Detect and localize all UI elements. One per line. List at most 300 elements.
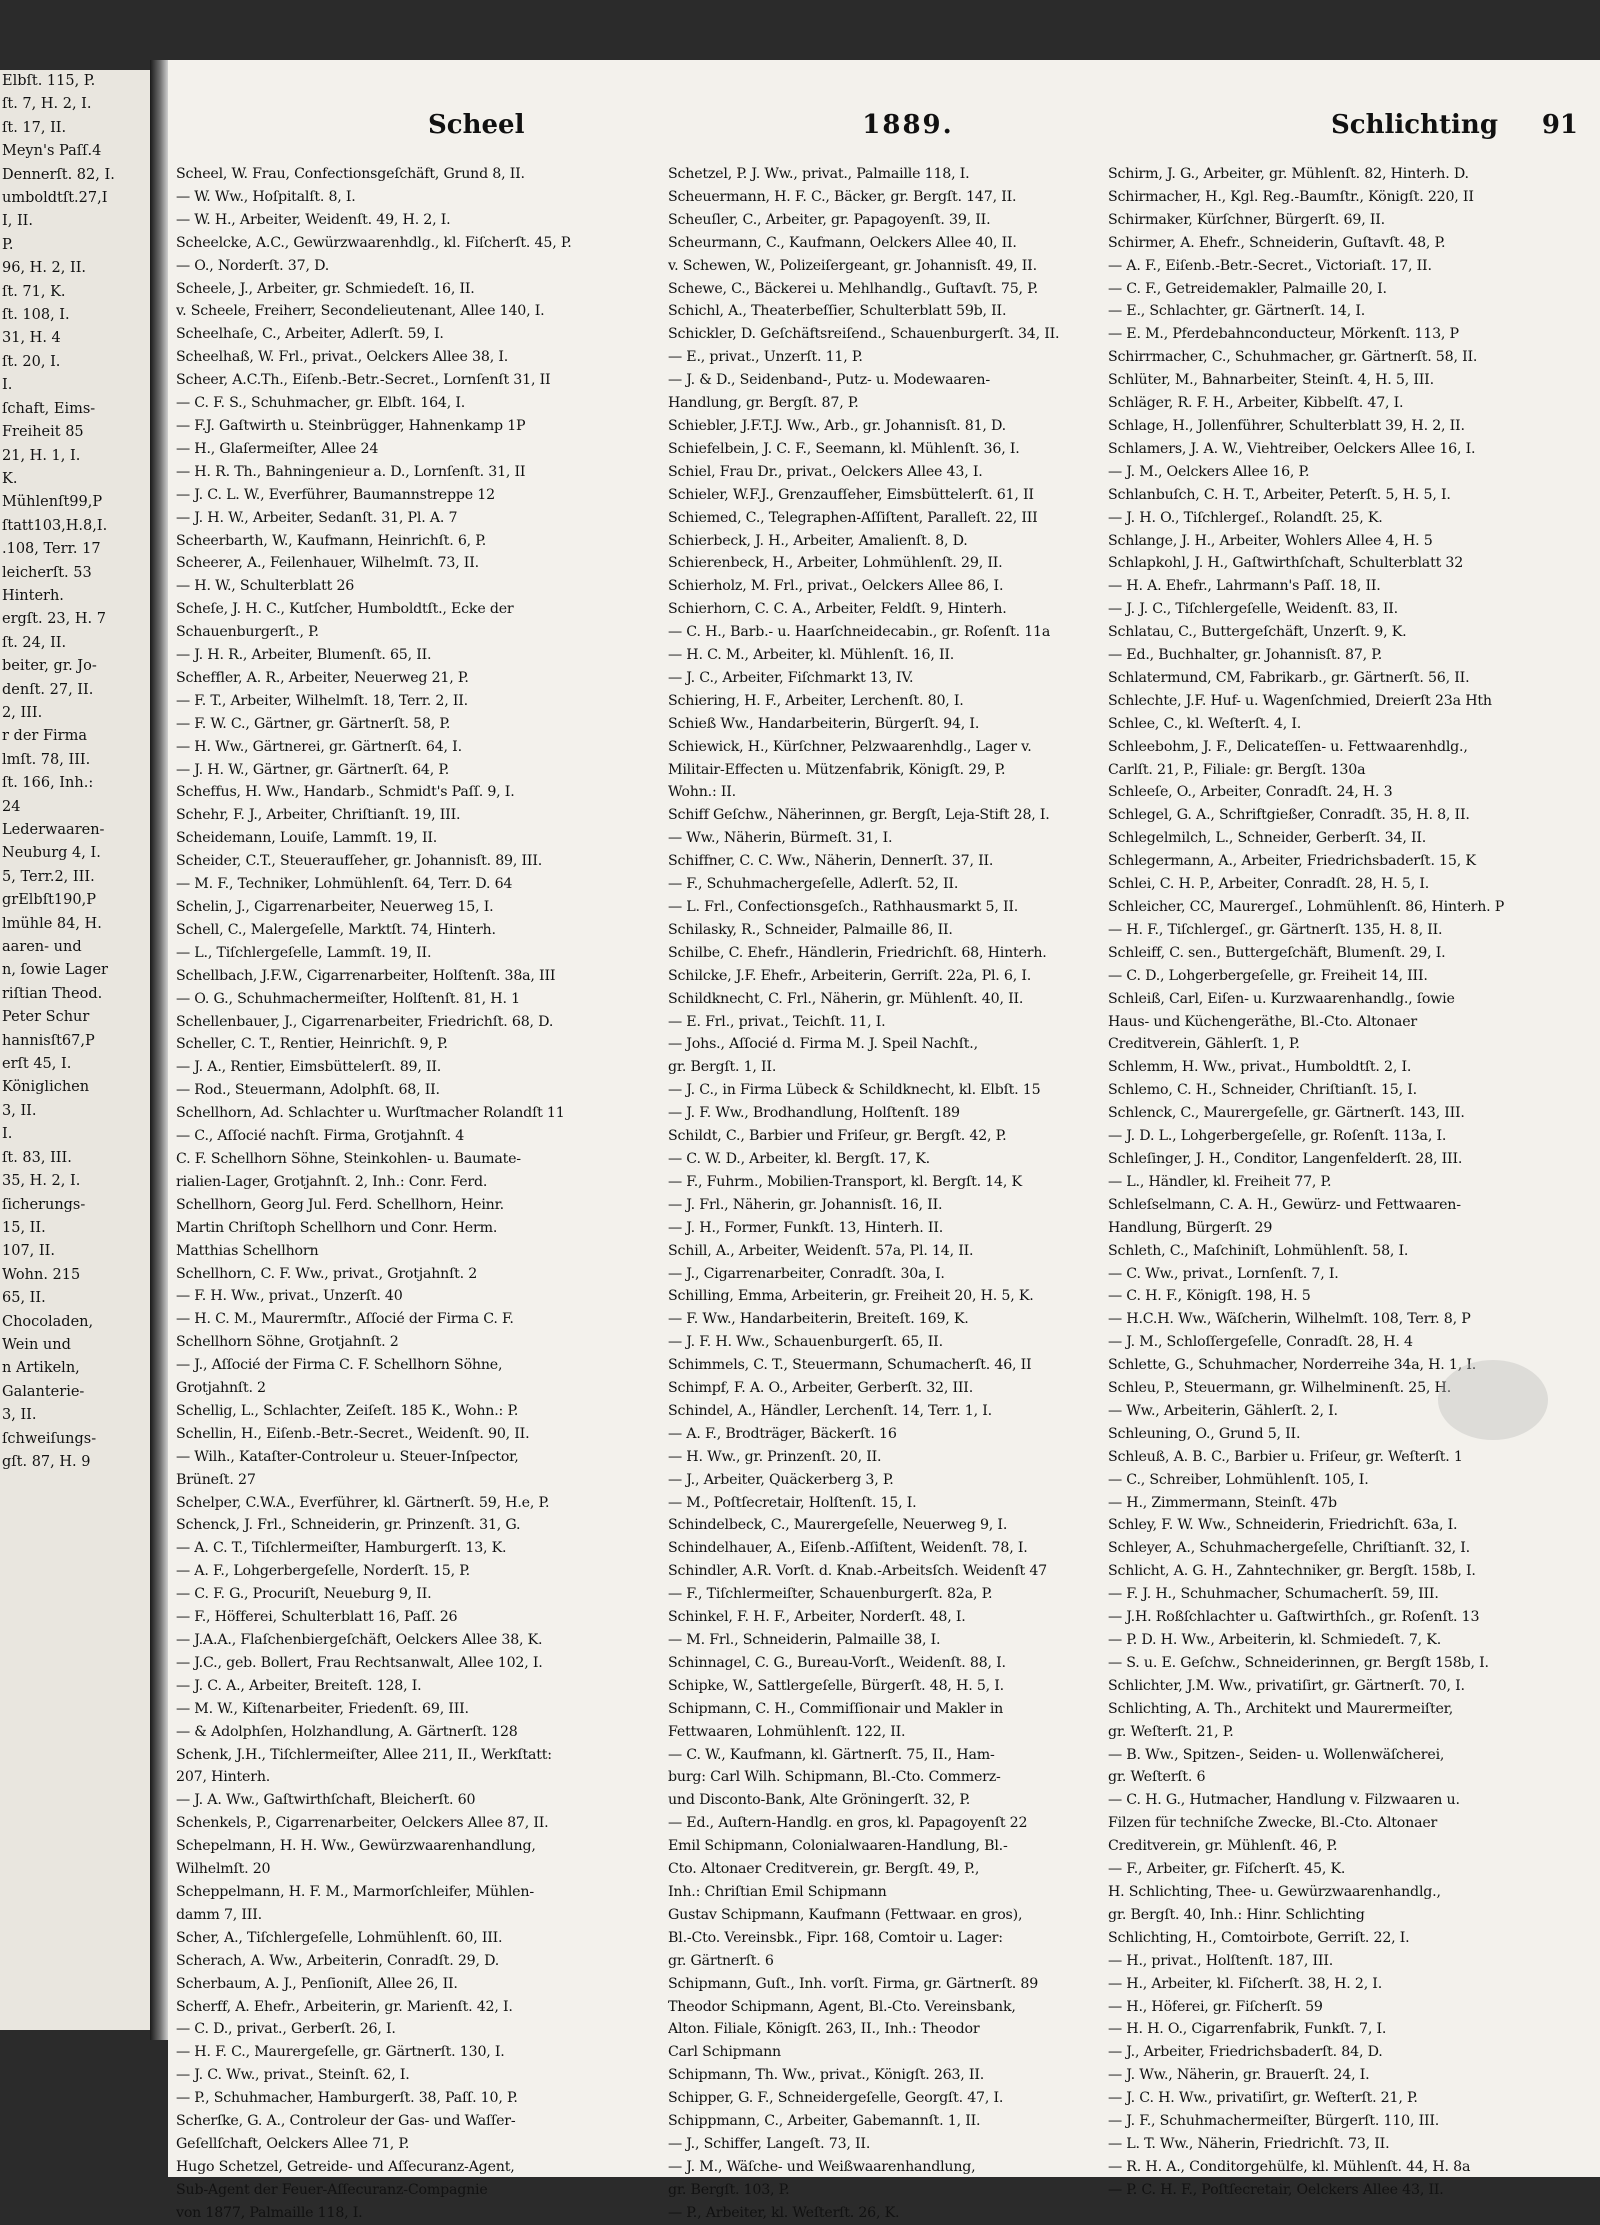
directory-entry-line: Scheer, A.C.Th., Eiſenb.-Betr.-Secret., Lornſenſt 31, II (176, 372, 551, 389)
directory-entry-line: Schleu, P., Steuermann, gr. Wilhelminenſt. 25, H. (1108, 1380, 1452, 1397)
directory-entry-line: Schindelhauer, A., Eiſenb.-Aſſiſtent, Weidenſt. 78, I. (668, 1540, 1028, 1557)
prev-page-line: I. (2, 1126, 13, 1143)
prev-page-line: Galanterie- (2, 1383, 85, 1400)
directory-entry-line: Schleiß, Carl, Eiſen- u. Kurzwaarenhandlg., ſowie (1108, 990, 1455, 1007)
directory-entry-line: Sub-Agent der Feuer-Aſſecuranz-Compagnie (176, 2181, 488, 2198)
directory-entry-line: — J., Aſſocié der Firma C. F. Schellhorn Söhne, (176, 1357, 503, 1374)
prev-page-line: riſtian Theod. (2, 985, 103, 1002)
prev-page-line: I. (2, 377, 13, 394)
column-middle (668, 163, 1078, 2225)
directory-entry-line: Schlenck, C., Maurergeſelle, gr. Gärtnerſt. 143, III. (1108, 1105, 1465, 1122)
directory-entry-line: Schiering, H. F., Arbeiter, Lerchenſt. 80, I. (668, 692, 964, 709)
directory-entry-line: Schlanbuſch, C. H. T., Arbeiter, Peterſt. 5, H. 5, I. (1108, 486, 1451, 503)
directory-entry-line: — H. H. O., Cigarrenfabrik, Funkſt. 7, I. (1108, 2021, 1387, 2038)
prev-page-line: ſicherungs- (2, 1196, 86, 1213)
directory-entry-line: — H., Zimmermann, Steinſt. 47b (1108, 1494, 1337, 1511)
prev-page-line: ſt. 17, II. (2, 119, 67, 136)
directory-entry-line: Cto. Altonaer Creditverein, gr. Bergſt. 49, P., (668, 1861, 980, 1878)
directory-entry-line: — J. C. A., Arbeiter, Breiteſt. 128, I. (176, 1677, 422, 1694)
directory-entry-line: Schimpf, F. A. O., Arbeiter, Gerberſt. 32, III. (668, 1380, 974, 1397)
directory-entry-line: Schill, A., Arbeiter, Weidenſt. 57a, Pl. 14, II. (668, 1242, 974, 1259)
directory-entry-line: — J. H. R., Arbeiter, Blumenſt. 65, II. (176, 647, 432, 664)
directory-entry-line: Schirmaker, Kürſchner, Bürgerſt. 69, II. (1108, 211, 1385, 228)
directory-entry-line: — & Adolphſen, Holzhandlung, A. Gärtnerſt. 128 (176, 1723, 518, 1740)
directory-entry-line: Scheuermann, H. F. C., Bäcker, gr. Bergſt. 147, II. (668, 188, 1017, 205)
directory-entry-line: — M., Poſtſecretair, Holſtenſt. 15, I. (668, 1494, 917, 1511)
column-left (176, 163, 596, 2225)
directory-entry-line: — M. W., Kiſtenarbeiter, Friedenſt. 69, III. (176, 1700, 469, 1717)
directory-entry-line: Schellhorn, Ad. Schlachter u. Wurſtmacher Rolandſt 11 (176, 1105, 565, 1122)
directory-entry-line: Schell, C., Malergeſelle, Marktſt. 74, Hinterh. (176, 921, 496, 938)
directory-entry-line: — F., Höfferei, Schulterblatt 16, Paſſ. 26 (176, 1609, 458, 1626)
directory-entry-line: Schlemo, C. H., Schneider, Chriſtianſt. 15, I. (1108, 1082, 1417, 1099)
prev-page-line: lmühle 84, H. (2, 915, 102, 932)
directory-entry-line: Schlette, G., Schuhmacher, Norderreihe 34a, H. 1, I. (1108, 1357, 1477, 1374)
directory-entry-line: — J. C. L. W., Everführer, Baumannstreppe 12 (176, 486, 495, 503)
prev-page-line: lmſt. 78, III. (2, 751, 91, 768)
directory-entry-line: — C. F. G., Procuriſt, Neueburg 9, II. (176, 1586, 432, 1603)
directory-entry-line: — J., Cigarrenarbeiter, Conradſt. 30a, I. (668, 1265, 945, 1282)
directory-entry-line: Schipper, G. F., Schneidergeſelle, Georgſt. 47, I. (668, 2090, 1004, 2107)
directory-entry-line: — F.J. Gaſtwirth u. Steinbrügger, Hahnenkamp 1P (176, 417, 526, 434)
directory-entry-line: Schenk, J.H., Tiſchlermeiſter, Allee 211, II., Werkſtatt: (176, 1746, 552, 1763)
directory-entry-line: — E., Schlachter, gr. Gärtnerſt. 14, I. (1108, 303, 1366, 320)
directory-entry-line: — P., Arbeiter, kl. Weſterſt. 26, K. (668, 2204, 900, 2221)
directory-entry-line: Schlüter, M., Bahnarbeiter, Steinſt. 4, H. 5, III. (1108, 372, 1434, 389)
page-number: 91 (1541, 110, 1578, 140)
directory-entry-line: — J., Schiffer, Langeſt. 73, II. (668, 2135, 871, 2152)
directory-entry-line: gr. Weſterſt. 6 (1108, 1769, 1206, 1786)
prev-page-line: ſt. 20, I. (2, 353, 61, 370)
directory-entry-line: Schiebler, J.F.T.J. Ww., Arb., gr. Johannisſt. 81, D. (668, 417, 1006, 434)
directory-entry-line: Schellenbauer, J., Cigarrenarbeiter, Friedrichſt. 68, D. (176, 1013, 554, 1030)
directory-entry-line: 207, Hinterh. (176, 1769, 271, 1786)
directory-entry-line: Scheidemann, Louiſe, Lammſt. 19, II. (176, 830, 438, 847)
directory-entry-line: Schlamers, J. A. W., Viehtreiber, Oelckers Allee 16, I. (1108, 440, 1476, 457)
directory-entry-line: Carlſt. 21, P., Filiale: gr. Bergſt. 130a (1108, 761, 1366, 778)
directory-entry-line: Brüneſt. 27 (176, 1471, 256, 1488)
directory-entry-line: Carl Schipmann (668, 2044, 781, 2061)
directory-entry-line: Scher, A., Tiſchlergeſelle, Lohmühlenſt. 60, III. (176, 1929, 503, 1946)
column-right (1108, 163, 1528, 2202)
directory-entry-line: — A. F., Brodträger, Bäckerſt. 16 (668, 1425, 897, 1442)
prev-page-line: ergſt. 23, H. 7 (2, 611, 106, 628)
directory-entry-line: — H. F. C., Maurergeſelle, gr. Gärtnerſt. 130, I. (176, 2044, 505, 2061)
directory-entry-line: Creditverein, Gählerſt. 1, P. (1108, 1036, 1300, 1053)
directory-entry-line: Handlung, gr. Bergſt. 87, P. (668, 395, 859, 412)
directory-entry-line: — J., Arbeiter, Quäckerberg 3, P. (668, 1471, 894, 1488)
directory-entry-line: damm 7, III. (176, 1906, 262, 1923)
directory-entry-line: Schipke, W., Sattlergeſelle, Bürgerſt. 48, H. 5, I. (668, 1677, 1004, 1694)
prev-page-line: hannisſt67,P (2, 1032, 95, 1049)
directory-page (168, 60, 1600, 2221)
prev-page-line: aaren- und (2, 939, 82, 956)
directory-entry-line: Schellhorn, C. F. Ww., privat., Grotjahnſt. 2 (176, 1265, 478, 1282)
prev-page-line: 65, II. (2, 1290, 46, 1307)
prev-page-line: 5, Terr.2, III. (2, 868, 95, 885)
directory-entry-line: — J. Frl., Näherin, gr. Johannisſt. 16, II. (668, 1196, 943, 1213)
directory-entry-line: — J. F. Ww., Brodhandlung, Holſtenſt. 189 (668, 1105, 960, 1122)
directory-entry-line: — J. H. W., Arbeiter, Sedanſt. 31, Pl. A. 7 (176, 509, 458, 526)
directory-entry-line: — H. Ww., Gärtnerei, gr. Gärtnerſt. 64, I. (176, 738, 462, 755)
directory-entry-line: — E. Frl., privat., Teichſt. 11, I. (668, 1013, 886, 1030)
directory-entry-line: Geſellſchaft, Oelckers Allee 71, P. (176, 2135, 410, 2152)
directory-entry-line: — C. W. D., Arbeiter, kl. Bergſt. 17, K. (668, 1150, 930, 1167)
header-first-entry: Scheel (428, 110, 525, 140)
directory-entry-line: — O. G., Schuhmachermeiſter, Holſtenſt. 81, H. 1 (176, 990, 520, 1007)
directory-entry-line: Schieß Ww., Handarbeiterin, Bürgerſt. 94, I. (668, 715, 980, 732)
directory-entry-line: Scherbaum, A. J., Penſioniſt, Allee 26, II. (176, 1975, 458, 1992)
directory-entry-line: Militair-Effecten u. Mützenfabrik, Königſt. 29, P. (668, 761, 1006, 778)
prev-page-line: ſt. 7, H. 2, I. (2, 96, 92, 113)
directory-entry-line: — J. & D., Seidenband-, Putz- u. Modewaaren- (668, 372, 990, 389)
directory-entry-line: Schickler, D. Geſchäftsreiſend., Schauenburgerſt. 34, II. (668, 326, 1060, 343)
directory-entry-line: — J. F., Schuhmachermeiſter, Bürgerſt. 110, III. (1108, 2113, 1440, 2130)
directory-entry-line: Scherach, A. Ww., Arbeiterin, Conradſt. 29, D. (176, 1952, 500, 1969)
directory-entry-line: Schiff Geſchw., Näherinnen, gr. Bergſt, Leja-Stift 28, I. (668, 807, 1050, 824)
prev-page-line: Königlichen (2, 1079, 90, 1096)
directory-entry-line: — Wilh., Kataſter-Controleur u. Steuer-Inſpector, (176, 1448, 519, 1465)
directory-entry-line: — J., Arbeiter, Friedrichsbaderſt. 84, D. (1108, 2044, 1383, 2061)
directory-entry-line: Schierhorn, C. C. A., Arbeiter, Feldſt. 9, Hinterh. (668, 601, 1007, 618)
directory-entry-line: — C. D., Lohgerbergeſelle, gr. Freiheit 14, III. (1108, 967, 1428, 984)
prev-page-line: .108, Terr. 17 (2, 541, 101, 558)
directory-entry-line: — J. M., Oelckers Allee 16, P. (1108, 463, 1310, 480)
directory-entry-line: — P. D. H. Ww., Arbeiterin, kl. Schmiedeſt. 7, K. (1108, 1632, 1442, 1648)
directory-entry-line: gr. Gärtnerſt. 6 (668, 1952, 774, 1969)
directory-entry-line: — A. C. T., Tiſchlermeiſter, Hamburgerſt. 13, K. (176, 1540, 507, 1557)
directory-entry-line: — H., Arbeiter, kl. Fiſcherſt. 38, H. 2, I. (1108, 1975, 1383, 1992)
directory-entry-line: Schleeſe, O., Arbeiter, Conradſt. 24, H. 3 (1108, 784, 1393, 801)
directory-entry-line: — H.C.H. Ww., Wäſcherin, Wilhelmſt. 108, Terr. 8, P (1108, 1311, 1471, 1328)
directory-entry-line: Schirmer, A. Ehefr., Schneiderin, Guſtavſt. 48, P. (1108, 234, 1446, 251)
directory-entry-line: — H. C. M., Maurermſtr., Aſſocié der Firma C. F. (176, 1311, 514, 1328)
directory-entry-line: — J. C. Ww., privat., Steinſt. 62, I. (176, 2067, 410, 2084)
directory-entry-line: Schleſselmann, C. A. H., Gewürz- und Fettwaaren- (1108, 1196, 1461, 1213)
prev-page-line: ſt. 24, II. (2, 634, 67, 651)
directory-entry-line: — J.C., geb. Bollert, Frau Rechtsanwalt, Allee 102, I. (176, 1654, 543, 1671)
directory-entry-line: — J. H. W., Gärtner, gr. Gärtnerſt. 64, P. (176, 761, 450, 778)
prev-page-line: 21, H. 1, I. (2, 447, 81, 464)
directory-entry-line: — Ed., Buchhalter, gr. Johannisſt. 87, P. (1108, 647, 1383, 664)
prev-page-line: Neuburg 4, I. (2, 845, 101, 862)
directory-entry-line: Schleebohm, J. F., Delicateſſen- u. Fettwaarenhdlg., (1108, 738, 1468, 755)
directory-entry-line: Emil Schipmann, Colonialwaaren-Handlung, Bl.- (668, 1838, 1008, 1855)
directory-entry-line: — S. u. E. Geſchw., Schneiderinnen, gr. Bergſt 158b, I. (1108, 1654, 1489, 1671)
directory-entry-line: Schellhorn, Georg Jul. Ferd. Schellhorn, Heinr. (176, 1196, 504, 1213)
directory-entry-line: gr. Bergſt. 1, II. (668, 1059, 777, 1076)
directory-entry-line: Schichl, A., Theaterbeſſier, Schulterblatt 59b, II. (668, 303, 1007, 320)
page-header (238, 110, 1578, 150)
directory-entry-line: Schierenbeck, H., Arbeiter, Lohmühlenſt. 29, II. (668, 555, 1003, 572)
directory-entry-line: rialien-Lager, Grotjahnſt. 2, Inh.: Conr. Ferd. (176, 1173, 488, 1190)
directory-entry-line: — F. H. Ww., privat., Unzerſt. 40 (176, 1288, 403, 1305)
directory-entry-line: Schinkel, F. H. F., Arbeiter, Norderſt. 48, I. (668, 1609, 966, 1626)
prev-page-line: Meyn's Paſſ.4 (2, 143, 102, 160)
directory-entry-line: — H. A. Ehefr., Lahrmann's Paſſ. 18, II. (1108, 578, 1381, 595)
directory-entry-line: Creditverein, gr. Mühlenſt. 46, P. (1108, 1838, 1338, 1855)
prev-page-line: leicherſt. 53 (2, 564, 92, 581)
directory-entry-line: Schepelmann, H. H. Ww., Gewürzwaarenhandlung, (176, 1838, 536, 1855)
prev-page-line: 3, II. (2, 1102, 37, 1119)
directory-entry-line: gr. Weſterſt. 21, P. (1108, 1723, 1234, 1740)
prev-page-line: ſt. 166, Inh.: (2, 775, 94, 792)
directory-entry-line: Scheelhaſe, C., Arbeiter, Adlerſt. 59, I. (176, 326, 444, 343)
directory-entry-line: — F., Arbeiter, gr. Fiſcherſt. 45, K. (1108, 1861, 1346, 1878)
directory-entry-line: — J. C., in Firma Lübeck & Schildknecht, kl. Elbſt. 15 (668, 1082, 1041, 1099)
directory-entry-line: Schelper, C.W.A., Everführer, kl. Gärtnerſt. 59, H.e, P. (176, 1494, 550, 1511)
directory-entry-line: Schellhorn Söhne, Grotjahnſt. 2 (176, 1334, 399, 1351)
directory-entry-line: Wohn.: II. (668, 784, 736, 801)
directory-entry-line: — M. Frl., Schneiderin, Palmaille 38, I. (668, 1632, 941, 1648)
directory-entry-line: Schlichting, H., Comtoirbote, Gerriſt. 22, I. (1108, 1929, 1410, 1946)
directory-entry-line: Schlei, C. H. P., Arbeiter, Conradſt. 28, H. 5, I. (1108, 876, 1430, 893)
prev-page-line: n Artikeln, (2, 1360, 80, 1377)
directory-entry-line: — J. F. H. Ww., Schauenburgerſt. 65, II. (668, 1334, 943, 1351)
directory-entry-line: Grotjahnſt. 2 (176, 1380, 266, 1397)
directory-entry-line: Schlichting, A. Th., Architekt und Maurermeiſter, (1108, 1700, 1454, 1717)
directory-entry-line: — B. Ww., Spitzen-, Seiden- u. Wollenwäſcherei, (1108, 1746, 1445, 1763)
directory-entry-line: Wilhelmſt. 20 (176, 1861, 271, 1878)
directory-entry-line: — J. C. H. Ww., privatiſirt, gr. Weſterſt. 21, P. (1108, 2090, 1418, 2107)
prev-page-line: Chocoladen, (2, 1313, 94, 1330)
prev-page-line: Hinterh. (2, 587, 64, 604)
directory-entry-line: — M. F., Techniker, Lohmühlenſt. 64, Terr. D. 64 (176, 876, 513, 893)
prev-page-line: ſchaft, Eims- (2, 400, 96, 417)
prev-page-line: Wein und (2, 1336, 71, 1353)
directory-entry-line: — Ww., Näherin, Bürmeſt. 31, I. (668, 830, 893, 847)
directory-entry-line: Schlegelmilch, L., Schneider, Gerberſt. 34, II. (1108, 830, 1427, 847)
prev-page-line: 3, II. (2, 1407, 37, 1424)
directory-entry-line: Schipmann, Guſt., Inh. vorſt. Firma, gr. Gärtnerſt. 89 (668, 1975, 1039, 1992)
directory-entry-line: — A. F., Eiſenb.-Betr.-Secret., Victoriaſt. 17, II. (1108, 257, 1432, 274)
directory-entry-line: — H. C. M., Arbeiter, kl. Mühlenſt. 16, II. (668, 647, 955, 664)
directory-entry-line: Schellbach, J.F.W., Cigarrenarbeiter, Holſtenſt. 38a, III (176, 967, 556, 984)
directory-entry-line: Scheerer, A., Feilenhauer, Wilhelmſt. 73, II. (176, 555, 479, 572)
directory-entry-line: Schlange, J. H., Arbeiter, Wohlers Allee 4, H. 5 (1108, 532, 1433, 549)
directory-entry-line: Schleſinger, J. H., Conditor, Langenfelderſt. 28, III. (1108, 1150, 1463, 1167)
directory-entry-line: — F., Tiſchlermeiſter, Schauenburgerſt. 82a, P. (668, 1586, 993, 1603)
directory-entry-line: — J. A. Ww., Gaſtwirthſchaft, Bleicherſt. 60 (176, 1792, 476, 1809)
directory-entry-line: Schlechte, J.F. Huf- u. Wagenſchmied, Dreierſt 23a Hth (1108, 692, 1492, 709)
directory-entry-line: — Rod., Steuermann, Adolphſt. 68, II. (176, 1082, 440, 1099)
directory-entry-line: Scheffler, A. R., Arbeiter, Neuerweg 21, P. (176, 669, 469, 686)
directory-entry-line: Schlapkohl, J. H., Gaſtwirthſchaft, Schulterblatt 32 (1108, 555, 1464, 572)
directory-entry-line: Scherſke, G. A., Controleur der Gas- und Waſſer- (176, 2113, 516, 2130)
directory-entry-line: — C. D., privat., Gerberſt. 26, I. (176, 2021, 396, 2038)
directory-entry-line: Schläger, R. F. H., Arbeiter, Kibbelſt. 47, I. (1108, 395, 1404, 412)
directory-entry-line: — Ed., Auſtern-Handlg. en gros, kl. Papagoyenſt 22 (668, 1815, 1028, 1832)
directory-entry-line: Schiel, Frau Dr., privat., Oelckers Allee 43, I. (668, 463, 983, 480)
directory-entry-line: — C. F. S., Schuhmacher, gr. Elbſt. 164, I. (176, 395, 466, 412)
prev-page-line: Freiheit 85 (2, 424, 84, 441)
directory-entry-line: Scheerbarth, W., Kaufmann, Heinrichſt. 6, P. (176, 532, 487, 549)
directory-entry-line: — O., Norderſt. 37, D. (176, 257, 330, 274)
directory-entry-line: — H. Ww., gr. Prinzenſt. 20, II. (668, 1448, 882, 1465)
directory-entry-line: — F. Ww., Handarbeiterin, Breiteſt. 169, K. (668, 1311, 969, 1328)
prev-page-line: ſt. 71, K. (2, 283, 66, 300)
directory-entry-line: Schirmacher, H., Kgl. Reg.-Baumſtr., Königſt. 220, II (1108, 188, 1474, 205)
directory-entry-line: Schieler, W.F.J., Grenzaufſeher, Eimsbüttelerſt. 61, II (668, 486, 1034, 503)
directory-entry-line: Bl.-Cto. Vereinsbk., Fipr. 168, Comtoir u. Lager: (668, 1929, 1003, 1946)
directory-entry-line: Schirrmacher, C., Schuhmacher, gr. Gärtnerſt. 58, II. (1108, 349, 1478, 366)
directory-entry-line: — W. H., Arbeiter, Weidenſt. 49, H. 2, I. (176, 211, 451, 228)
directory-entry-line: Schilbe, C. Ehefr., Händlerin, Friedrichſt. 68, Hinterh. (668, 944, 1047, 961)
directory-entry-line: Scheuſler, C., Arbeiter, gr. Papagoyenſt. 39, II. (668, 211, 991, 228)
directory-entry-line: — C., Schreiber, Lohmühlenſt. 105, I. (1108, 1471, 1369, 1488)
prev-page-line: grElbſt190,P (2, 892, 96, 909)
directory-entry-line: Schleuß, A. B. C., Barbier u. Friſeur, gr. Weſterſt. 1 (1108, 1448, 1463, 1465)
directory-entry-line: Schindler, A.R. Vorſt. d. Knab.-Arbeitsſch. Weidenſt 47 (668, 1563, 1047, 1580)
directory-entry-line: burg: Carl Wilh. Schipmann, Bl.-Cto. Commerz- (668, 1769, 1001, 1786)
directory-entry-line: — W. Ww., Hoſpitalſt. 8, I. (176, 188, 356, 205)
prev-page-line: denſt. 27, II. (2, 681, 94, 698)
prev-page-line: ſt. 83, III. (2, 1149, 72, 1166)
directory-entry-line: Schipmann, C. H., Commiſſionair und Makler in (668, 1700, 1004, 1717)
directory-entry-line: — E. M., Pferdebahnconducteur, Mörkenſt. 113, P (1108, 326, 1459, 343)
header-last-entry: Schlichting (1331, 110, 1498, 140)
prev-page-line: P. (2, 236, 14, 253)
directory-entry-line: — C. H. F., Königſt. 198, H. 5 (1108, 1288, 1311, 1305)
prev-page-line: r der Firma (2, 728, 87, 745)
prev-page-line: Lederwaaren- (2, 822, 105, 838)
directory-entry-line: Schlemm, H. Ww., privat., Humboldtſt. 2, I. (1108, 1059, 1412, 1076)
directory-entry-line: Schiewick, H., Kürſchner, Pelzwaarenhdlg., Lager v. (668, 738, 1032, 755)
directory-entry-line: — J. D. L., Lohgerbergeſelle, gr. Roſenſt. 113a, I. (1108, 1128, 1447, 1145)
directory-entry-line: Handlung, Bürgerſt. 29 (1108, 1219, 1273, 1236)
directory-entry-line: Scheppelmann, H. F. M., Marmorſchleifer, Mühlen- (176, 1883, 534, 1900)
directory-entry-line: Schippmann, C., Arbeiter, Gabemannſt. 1, II. (668, 2113, 981, 2130)
directory-entry-line: — J. M., Schloſſergeſelle, Conradſt. 28, H. 4 (1108, 1334, 1413, 1351)
directory-entry-line: — L. Frl., Confectionsgeſch., Rathhausmarkt 5, II. (668, 899, 1019, 915)
header-year: 1889. (862, 110, 954, 140)
directory-entry-line: Schiefelbein, J. C. F., Seemann, kl. Mühlenſt. 36, I. (668, 440, 1020, 457)
directory-entry-line: H. Schlichting, Thee- u. Gewürzwaarenhandlg., (1108, 1883, 1441, 1900)
directory-entry-line: — J. C., Arbeiter, Fiſchmarkt 13, IV. (668, 669, 914, 686)
directory-entry-line: — F., Schuhmachergeſelle, Adlerſt. 52, II. (668, 876, 959, 893)
directory-entry-line: Gustav Schipmann, Kaufmann (Fettwaar. en gros), (668, 1906, 1023, 1923)
directory-entry-line: — L., Tiſchlergeſelle, Lammſt. 19, II. (176, 944, 432, 961)
directory-entry-line: — L. T. Ww., Näherin, Friedrichſt. 73, II. (1108, 2135, 1390, 2152)
book-spine (150, 60, 168, 2040)
directory-entry-line: Scheurmann, C., Kaufmann, Oelckers Allee 40, II. (668, 234, 1017, 251)
directory-entry-line: gr. Bergſt. 103, P. (668, 2181, 790, 2198)
directory-entry-line: Schleth, C., Maſchiniſt, Lohmühlenſt. 58, I. (1108, 1242, 1409, 1259)
directory-entry-line: Scheſe, J. H. C., Kutſcher, Humboldtſt., Ecke der (176, 601, 514, 618)
directory-entry-line: Schleuning, O., Grund 5, II. (1108, 1425, 1301, 1442)
directory-entry-line: und Disconto-Bank, Alte Gröningerſt. 32, P. (668, 1792, 971, 1809)
directory-entry-line: Schiffner, C. C. Ww., Näherin, Dennerſt. 37, II. (668, 853, 994, 870)
directory-entry-line: Haus- und Küchengeräthe, Bl.-Cto. Altonaer (1108, 1013, 1417, 1030)
directory-entry-line: von 1877, Palmaille 118, I. (176, 2204, 363, 2221)
directory-entry-line: Schimmels, C. T., Steuermann, Schumacherſt. 46, II (668, 1357, 1032, 1374)
directory-entry-line: — Ww., Arbeiterin, Gählerſt. 2, I. (1108, 1402, 1338, 1419)
directory-entry-line: Schindelbeck, C., Maurergeſelle, Neuerweg 9, I. (668, 1517, 1008, 1534)
directory-entry-line: v. Scheele, Freiherr, Secondelieutenant, Allee 140, I. (176, 303, 545, 320)
prev-page-line: Mühlenſt99,P (2, 494, 103, 511)
directory-entry-line: — H., privat., Holſtenſt. 187, III. (1108, 1952, 1334, 1969)
directory-entry-line: Schehr, F. J., Arbeiter, Chriſtianſt. 19, III. (176, 807, 461, 824)
directory-entry-line: Schlatau, C., Buttergeſchäft, Unzerſt. 9, K. (1108, 624, 1407, 641)
directory-entry-line: Schindel, A., Händler, Lerchenſt. 14, Terr. 1, I. (668, 1402, 992, 1419)
directory-entry-line: — J. J. C., Tiſchlergeſelle, Weidenſt. 83, II. (1108, 601, 1398, 618)
previous-page-edge (0, 70, 150, 2030)
directory-entry-line: — Johs., Aſſocié d. Firma M. J. Speil Nachſt., (668, 1036, 978, 1053)
directory-entry-line: Inh.: Chriſtian Emil Schipmann (668, 1883, 887, 1900)
prev-page-line: 15, II. (2, 1219, 46, 1236)
directory-entry-line: — H. R. Th., Bahningenieur a. D., Lornſenſt. 31, II (176, 463, 526, 480)
directory-entry-line: — C., Aſſocié nachſt. Firma, Grotjahnſt. 4 (176, 1128, 465, 1145)
prev-page-line: ſt. 108, I. (2, 307, 70, 324)
prev-page-line: 107, II. (2, 1243, 55, 1260)
directory-entry-line: C. F. Schellhorn Söhne, Steinkohlen- u. Baumate- (176, 1150, 521, 1167)
directory-entry-line: Scheelhaß, W. Frl., privat., Oelckers Allee 38, I. (176, 349, 509, 366)
directory-entry-line: — A. F., Lohgerbergeſelle, Norderſt. 15, P. (176, 1563, 470, 1580)
directory-entry-line: Schley, F. W. Ww., Schneiderin, Friedrichſt. 63a, I. (1108, 1517, 1458, 1534)
directory-entry-line: Scheele, J., Arbeiter, gr. Schmiedeſt. 16, II. (176, 280, 475, 297)
directory-entry-line: Scheller, C. T., Rentier, Heinrichſt. 9, P. (176, 1036, 448, 1053)
directory-entry-line: — L., Händler, kl. Freiheit 77, P. (1108, 1173, 1332, 1190)
directory-entry-line: Schierholz, M. Frl., privat., Oelckers Allee 86, I. (668, 578, 1004, 595)
directory-entry-line: — C. F., Getreidemakler, Palmaille 20, I. (1108, 280, 1387, 297)
directory-entry-line: Schlicht, A. G. H., Zahntechniker, gr. Bergſt. 158b, I. (1108, 1563, 1476, 1580)
directory-entry-line: Schleicher, CC, Maurergeſ., Lohmühlenſt. 86, Hinterh. P (1108, 899, 1505, 915)
directory-entry-line: — J.A.A., Flaſchenbiergeſchäft, Oelckers Allee 38, K. (176, 1632, 543, 1648)
directory-entry-line: — C. W., Kaufmann, kl. Gärtnerſt. 75, II., Ham- (668, 1746, 995, 1763)
directory-entry-line: — C. H., Barb.- u. Haarſchneidecabin., gr. Roſenſt. 11a (668, 624, 1051, 641)
directory-entry-line: Filzen für techniſche Zwecke, Bl.-Cto. Altonaer (1108, 1815, 1438, 1832)
prev-page-line: 31, H. 4 (2, 330, 61, 347)
directory-entry-line: Schlatermund, CM, Fabrikarb., gr. Gärtnerſt. 56, II. (1108, 669, 1470, 686)
directory-entry-line: — J.H. Roßſchlachter u. Gaſtwirthſch., gr. Roſenſt. 13 (1108, 1609, 1480, 1626)
directory-entry-line: Schleiff, C. sen., Buttergeſchäft, Blumenſt. 29, I. (1108, 944, 1446, 961)
directory-entry-line: Schipmann, Th. Ww., privat., Königſt. 263, II. (668, 2067, 985, 2084)
directory-entry-line: Hugo Schetzel, Getreide- und Aſſecuranz-Agent, (176, 2158, 515, 2175)
paper-stain (1438, 1360, 1548, 1440)
directory-entry-line: Schinnagel, C. G., Bureau-Vorſt., Weidenſt. 88, I. (668, 1654, 1006, 1671)
directory-entry-line: — E., privat., Unzerſt. 11, P. (668, 349, 863, 366)
directory-entry-line: Schilling, Emma, Arbeiterin, gr. Freiheit 20, H. 5, K. (668, 1288, 1034, 1305)
directory-entry-line: Schirm, J. G., Arbeiter, gr. Mühlenſt. 82, Hinterh. D. (1108, 166, 1469, 182)
directory-entry-line: v. Schewen, W., Polizeiſergeant, gr. Johannisſt. 49, II. (668, 257, 1037, 274)
directory-entry-line: Schlegel, G. A., Schriftgießer, Conradſt. 35, H. 8, II. (1108, 807, 1470, 824)
prev-page-line: 96, H. 2, II. (2, 260, 87, 277)
prev-page-line: erſt 45, I. (2, 1056, 72, 1073)
directory-entry-line: — P. C. H. F., Poſtſecretair, Oelckers Allee 43, II. (1108, 2181, 1444, 2198)
directory-entry-line: Schleyer, A., Schuhmachergeſelle, Chriſtianſt. 32, I. (1108, 1540, 1470, 1557)
directory-entry-line: — J. Ww., Näherin, gr. Brauerſt. 24, I. (1108, 2067, 1370, 2084)
prev-page-line: gſt. 87, H. 9 (2, 1453, 91, 1470)
directory-entry-line: — C. Ww., privat., Lornſenſt. 7, I. (1108, 1265, 1339, 1282)
directory-entry-line: — F. T., Arbeiter, Wilhelmſt. 18, Terr. 2, II. (176, 692, 468, 709)
directory-entry-line: Schlegermann, A., Arbeiter, Friedrichsbaderſt. 15, K (1108, 853, 1476, 870)
directory-entry-line: Fettwaaren, Lohmühlenſt. 122, II. (668, 1723, 906, 1740)
directory-entry-line: Schetzel, P. J. Ww., privat., Palmaille 118, I. (668, 166, 970, 182)
directory-entry-line: — H., Glaſermeiſter, Allee 24 (176, 440, 379, 457)
directory-entry-line: — P., Schuhmacher, Hamburgerſt. 38, Paſſ. 10, P. (176, 2090, 518, 2107)
directory-entry-line: Schlee, C., kl. Weſterſt. 4, I. (1108, 715, 1302, 732)
prev-page-line: Dennerſt. 82, I. (2, 166, 115, 183)
directory-entry-line: Schildknecht, C. Frl., Näherin, gr. Mühlenſt. 40, II. (668, 990, 1024, 1007)
prev-page-line: ſtatt103,H.8,I. (2, 517, 108, 534)
directory-entry-line: Schiemed, C., Telegraphen-Aſſiſtent, Paralleſt. 22, III (668, 509, 1038, 526)
directory-entry-line: Scheelcke, A.C., Gewürzwaarenhdlg., kl. Fiſcherſt. 45, P. (176, 234, 572, 251)
directory-entry-line: Matthias Schellhorn (176, 1242, 319, 1259)
directory-entry-line: Schenck, J. Frl., Schneiderin, gr. Prinzenſt. 31, G. (176, 1517, 521, 1534)
directory-entry-line: Schelin, J., Cigarrenarbeiter, Neuerweg 15, I. (176, 899, 494, 915)
directory-entry-line: Alton. Filiale, Königſt. 263, II., Inh.: Theodor (668, 2021, 980, 2038)
directory-entry-line: — R. H. A., Conditorgehülfe, kl. Mühlenſt. 44, H. 8a (1108, 2158, 1471, 2175)
